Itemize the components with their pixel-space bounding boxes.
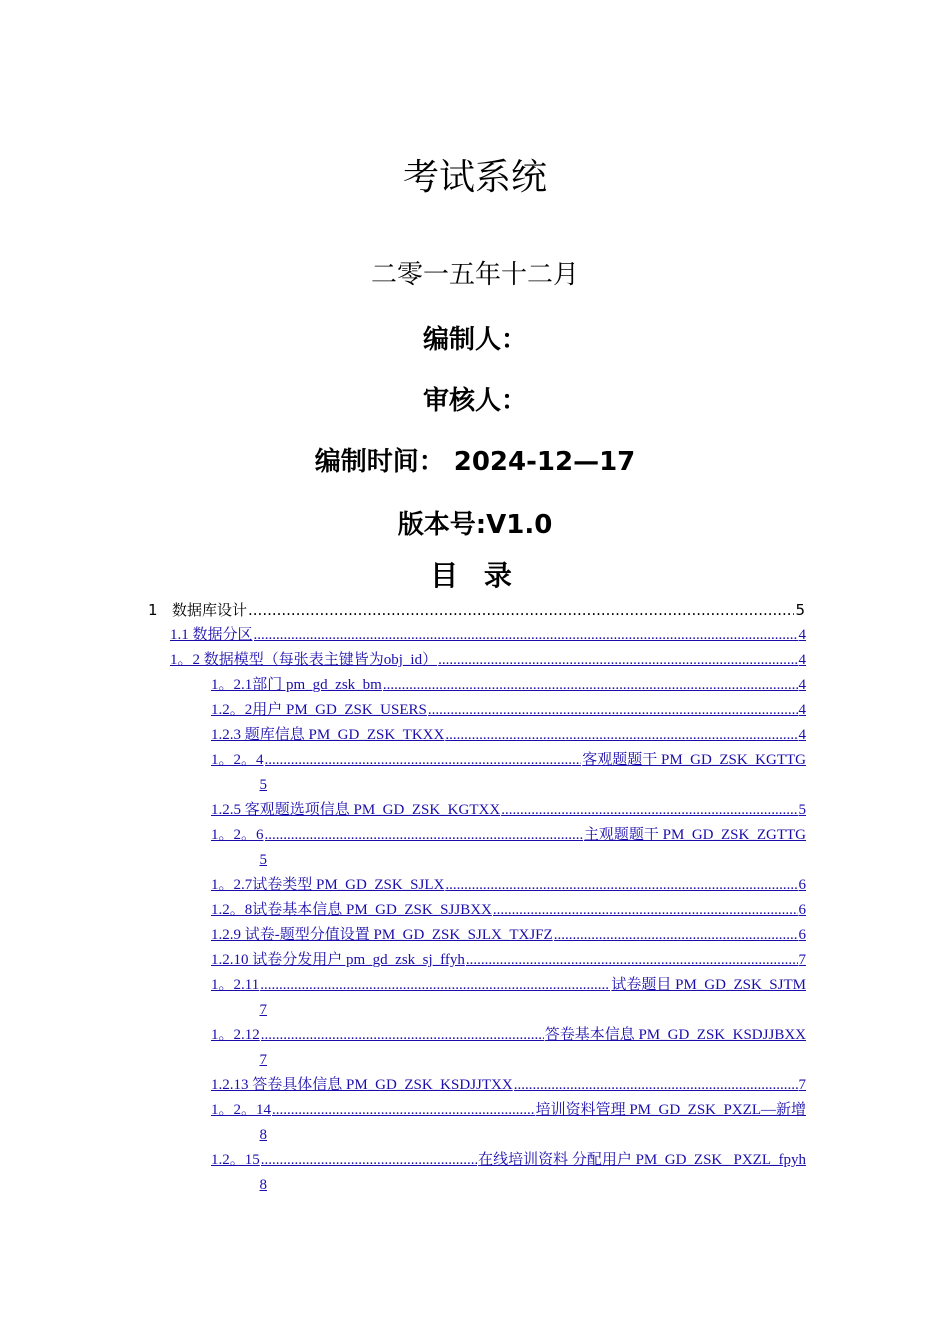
toc-page[interactable]: 8 xyxy=(259,1177,267,1193)
toc-page: 6 xyxy=(798,877,806,893)
toc-leader xyxy=(265,748,582,773)
toc-label: 1.2.10 试卷分发用户 pm_gd_zsk_sj_ffyh xyxy=(211,952,465,968)
toc-leader xyxy=(445,723,797,748)
toc-entry-1-1[interactable] xyxy=(170,623,806,648)
toc-label: 1.2.13 答卷具体信息 PM_GD_ZSK_KSDJJTXX xyxy=(211,1077,513,1093)
toc-page: 4 xyxy=(798,627,806,643)
toc-page[interactable]: 5 xyxy=(259,777,267,793)
toc-page: 7 xyxy=(798,1077,806,1093)
toc-page: 4 xyxy=(798,652,806,668)
toc-label: 1。2。6 xyxy=(211,827,264,843)
toc-number: 1 xyxy=(148,601,158,619)
toc-leader xyxy=(466,948,798,973)
toc-page[interactable]: 5 xyxy=(259,852,267,868)
toc-page: 6 xyxy=(798,927,806,943)
toc-leader xyxy=(260,973,610,998)
toc-label: 1。2.12 xyxy=(211,1027,260,1043)
toc-leader xyxy=(428,698,798,723)
toc-page: 6 xyxy=(798,902,806,918)
toc-label: 1.2.9 试卷-题型分值设置 PM_GD_ZSK_SJLX_TXJFZ xyxy=(211,927,553,943)
toc-tail: 客观题题干 PM_GD_ZSK_KGTTG xyxy=(582,752,806,768)
toc-entry-1-2-2[interactable] xyxy=(211,698,806,723)
toc-page: 7 xyxy=(798,952,806,968)
toc-page[interactable]: 8 xyxy=(259,1127,267,1143)
toc-entry-1-2-14[interactable] xyxy=(211,1098,806,1123)
version-number: 版本号:V1.0 xyxy=(397,510,553,540)
toc-leader xyxy=(493,898,798,923)
toc-tail: 主观题题干 PM_GD_ZSK_ZGTTG xyxy=(583,827,806,843)
toc-leader xyxy=(261,1148,477,1173)
toc-page[interactable]: 7 xyxy=(259,1052,267,1068)
toc-leader xyxy=(272,1098,535,1123)
toc-entry-1-2-9[interactable] xyxy=(211,923,806,948)
toc-page: 5 xyxy=(798,802,806,818)
toc-leader xyxy=(445,873,797,898)
toc-entry-1-2-6[interactable] xyxy=(211,823,806,848)
toc-leader xyxy=(248,598,794,623)
toc-leader xyxy=(383,673,798,698)
toc-entry-1-2-8[interactable] xyxy=(211,898,806,923)
toc-label: 1。2.7试卷类型 PM_GD_ZSK_SJLX xyxy=(211,877,445,893)
toc-entry-1-2-4[interactable] xyxy=(211,748,806,773)
toc-label: 1.2。2用户 PM_GD_ZSK_USERS xyxy=(211,702,427,718)
toc-entry-1-2-10[interactable] xyxy=(211,948,806,973)
toc-leader xyxy=(438,648,797,673)
toc-entry-1-2-12[interactable] xyxy=(211,1023,806,1048)
toc-entry-1-2-5[interactable] xyxy=(211,798,806,823)
toc-label: 1.2.3 题库信息 PM_GD_ZSK_TKXX xyxy=(211,727,445,743)
toc-entry-1-2-7[interactable] xyxy=(211,873,806,898)
toc-page: 4 xyxy=(798,727,806,743)
toc-entry-1-2-11[interactable] xyxy=(211,973,806,998)
toc-label: 1.2。15 xyxy=(211,1152,260,1168)
toc-label: 1.2。8试卷基本信息 PM_GD_ZSK_SJJBXX xyxy=(211,902,492,918)
toc-tail: 答卷基本信息 PM_GD_ZSK_KSDJJBXX xyxy=(544,1027,806,1043)
compile-time: 编制时间： 2024-12—17 xyxy=(314,447,636,477)
reviewer-label: 审核人： xyxy=(422,386,527,416)
toc-label: 1。2。4 xyxy=(211,752,264,768)
toc-leader xyxy=(265,823,583,848)
toc-label: 1.1 数据分区 xyxy=(170,627,253,643)
toc-entry-1-2-15[interactable] xyxy=(211,1148,806,1173)
toc-page: 4 xyxy=(798,677,806,693)
toc-tail: 培训资料管理 PM_GD_ZSK_PXZL—新增 xyxy=(535,1102,806,1118)
toc-leader xyxy=(501,798,797,823)
toc-leader xyxy=(554,923,798,948)
toc-label: 1。2。14 xyxy=(211,1102,272,1118)
toc-label: 1。2.1部门 pm_gd_zsk_bm xyxy=(211,677,382,693)
toc-leader xyxy=(514,1073,798,1098)
toc-label: 1。2 数据模型（每张表主键皆为obj_id） xyxy=(170,652,438,668)
toc-label: 1。2.11 xyxy=(211,977,260,993)
toc-tail: 在线培训资料 分配用户 PM_GD_ZSK_ PXZL_fpyh xyxy=(478,1152,806,1168)
toc-leader xyxy=(254,623,798,648)
toc-page: 4 xyxy=(798,702,806,718)
toc-entry-1-2-1[interactable] xyxy=(211,673,806,698)
document-date: 二零一五年十二月 xyxy=(370,260,579,290)
toc-page: 5 xyxy=(795,601,805,619)
toc-entry-1-2-3[interactable] xyxy=(211,723,806,748)
toc-label: 1.2.5 客观题选项信息 PM_GD_ZSK_KGTXX xyxy=(211,802,501,818)
toc-page[interactable]: 7 xyxy=(259,1002,267,1018)
toc-label: 数据库设计 xyxy=(172,601,248,619)
toc-entry-1-2[interactable] xyxy=(170,648,806,673)
toc-entry-1[interactable] xyxy=(148,598,805,623)
toc-tail: 试卷题目 PM_GD_ZSK_SJTM xyxy=(611,977,806,993)
toc-heading: 目 录 xyxy=(430,559,520,592)
document-title: 考试系统 xyxy=(402,157,547,198)
toc-entry-1-2-13[interactable] xyxy=(211,1073,806,1098)
toc-leader xyxy=(261,1023,544,1048)
editor-label: 编制人： xyxy=(422,325,527,355)
